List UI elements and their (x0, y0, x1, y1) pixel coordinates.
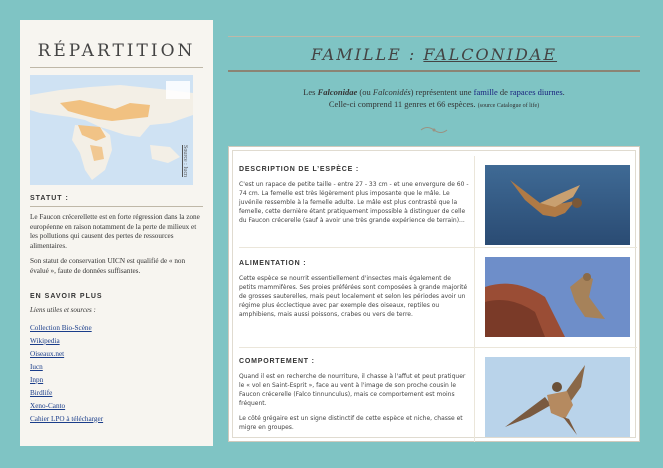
intro-line-2 (228, 98, 640, 112)
photo-falcon-flight[interactable] (485, 165, 630, 245)
family-header (228, 36, 640, 72)
description-block (239, 165, 469, 225)
photo-falcon-hover[interactable] (485, 357, 630, 437)
intro-falconides: Falconidés (372, 87, 411, 97)
sidebar (20, 20, 213, 446)
statut-text: Le Faucon crécerellette est en forte régression dans la zone européenne en raison notamment de la perte de milieux et les pollutions qui causent des pertes de ressources alimentaires. (30, 213, 200, 250)
links-intro: Liens utiles et sources : (30, 305, 96, 314)
statut-heading: STATUT : (30, 195, 69, 202)
alimentation-section (233, 247, 635, 347)
statut-divider (30, 206, 203, 207)
comportement-block (239, 357, 469, 432)
description-heading: DESCRIPTION DE L’ESPÈCE : (239, 166, 359, 173)
uicn-text: Son statut de conservation UICN est qualifié de « non évalué », faute de données suffisantes. (30, 257, 186, 275)
species-details-inner (232, 150, 636, 438)
family-intro (228, 86, 640, 112)
description-text: C'est un rapace de petite taille - entre 27 - 33 cm - et une envergure de 60 - 74 cm. La femelle est très légèrement plus imposante que le mâle. Le juvénile ressemble à la femelle adulte. Le mâle est plus contrasté que la femelle, cette dernière étant pratiquement impossible à distinguer de celle du Faucon crécerelle (sauf à avoir une très grande expérience de terrain)... (239, 181, 469, 224)
photo-falcon-roof[interactable] (485, 257, 630, 337)
intro-falconidae: Falconidae (317, 87, 358, 97)
link-inpn[interactable]: Inpn (30, 375, 44, 384)
link-wikipedia[interactable]: Wikipedia (30, 336, 60, 345)
alimentation-block (239, 259, 469, 319)
links-list (30, 324, 203, 428)
alimentation-heading: ALIMENTATION : (239, 260, 307, 267)
family-title-name: FALCONIDAE (423, 45, 558, 64)
intro-rapaces-link[interactable]: rapaces diurnes (510, 87, 563, 97)
family-title (228, 36, 640, 72)
title-divider (30, 67, 203, 68)
intro-famille-link[interactable]: famille (473, 87, 498, 97)
comportement-text: Quand il est en recherche de nourriture, il chasse à l'affut et peut pratiquer le « vol en Saint-Esprit », face au vent à l'image de son proche cousin le Faucon crécerelle (Falco tinnunculus), mais ce comportement est moins fréquent. (239, 373, 466, 407)
intro-dot: . (562, 87, 565, 97)
intro-les: Les (303, 87, 318, 97)
more-heading: EN SAVOIR PLUS (30, 292, 103, 300)
link-iucn[interactable]: Iucn (30, 362, 43, 371)
link-oiseaux[interactable]: Oiseaux.net (30, 349, 65, 358)
comportement-text-2: Le côté grégaire est un signe distinctif de cette espèce et niche, chasse et migre en groupes. (239, 415, 463, 431)
intro-source-link[interactable]: (source Catalogue of life) (477, 103, 540, 109)
comportement-heading: COMPORTEMENT : (239, 358, 315, 365)
family-title-prefix: FAMILLE : (310, 45, 424, 64)
intro-represent: ) représentent une (410, 87, 474, 97)
intro-ou: (ou (357, 87, 373, 97)
repartition-title: RÉPARTITION (37, 41, 196, 61)
link-collection[interactable]: Collection Bio-Scène (30, 323, 92, 332)
intro-line-1 (228, 86, 640, 98)
species-details-box (228, 146, 640, 442)
comportement-section (233, 347, 635, 443)
description-section (233, 151, 635, 247)
map-source-link[interactable]: Source : Iucn (182, 145, 188, 177)
link-birdlife[interactable]: Birdlife (30, 388, 53, 397)
link-cahier-lpo[interactable]: Cahier LPO à télécharger (30, 414, 104, 423)
intro-genres-count: Celle-ci comprend 11 genres et 66 espèces. (328, 99, 478, 109)
alimentation-text: Cette espèce se nourrit essentiellement d'insectes mais également de petits mammifères. Ses proies préférées sont composées à grande majorité de grosses sauterelles, mais peut localement et selon les périodes avoir un régime plus écclectique avec par exemple des oiseaux, reptiles ou amphibiens, mais aussi poissons, crabes ou vers de terre. (239, 275, 468, 318)
intro-de: de (497, 87, 511, 97)
ornament-icon (419, 124, 449, 136)
distribution-map[interactable] (30, 75, 193, 185)
link-xeno-canto[interactable]: Xeno-Canto (30, 401, 66, 410)
